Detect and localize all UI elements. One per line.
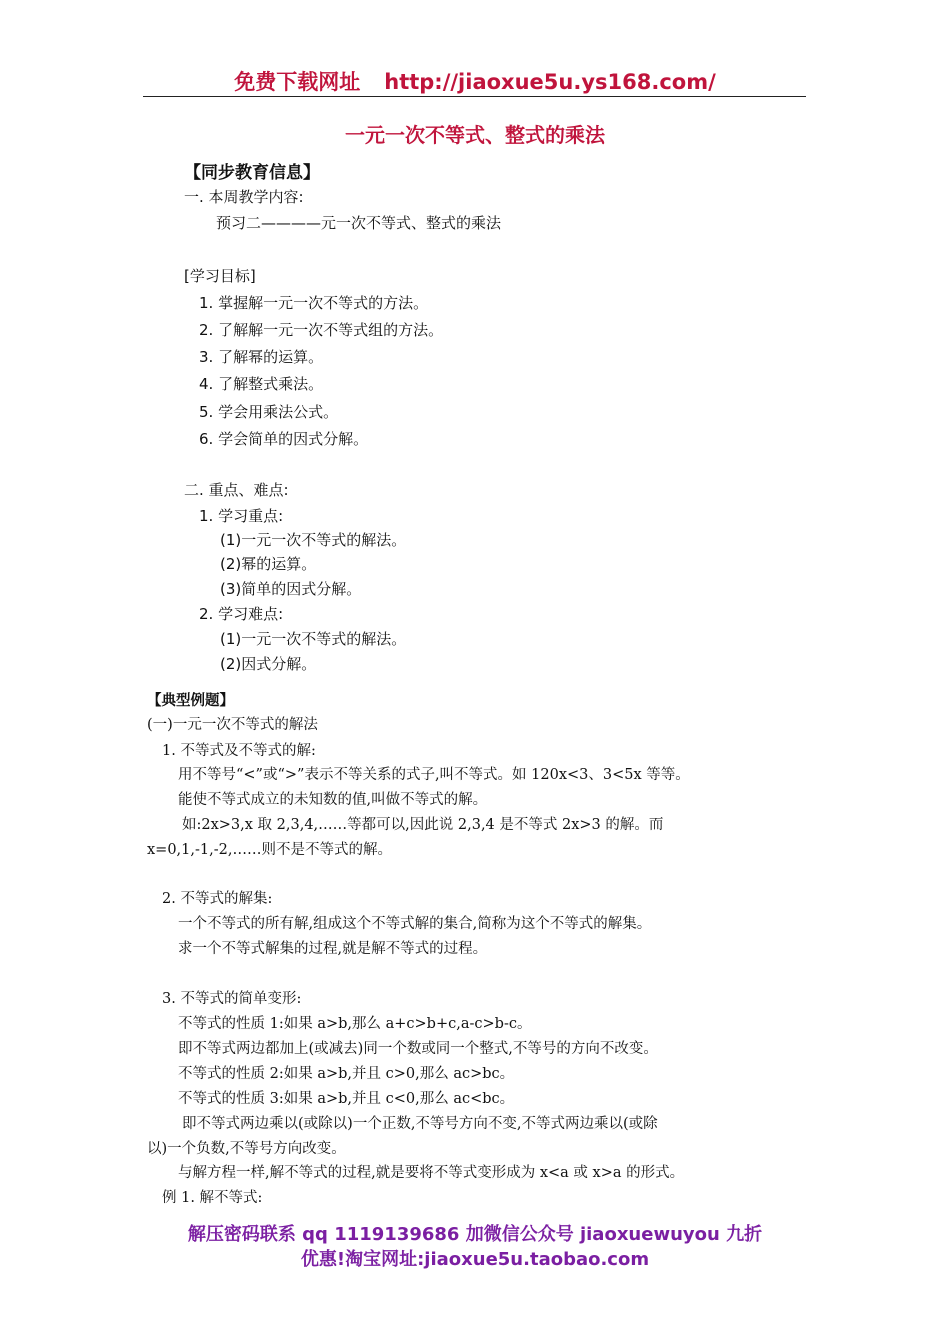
item1-paragraph: 用不等号“<”或“>”表示不等关系的式子,叫不等式。如 120x<3、3<5x 等等。 bbox=[178, 767, 690, 783]
example1-label: 例 1. 解不等式: bbox=[162, 1190, 263, 1206]
section1-content: 预习二————元一次不等式、整式的乘法 bbox=[216, 214, 502, 232]
item1-paragraph: 能使不等式成立的未知数的值,叫做不等式的解。 bbox=[178, 792, 488, 808]
item3-paragraph: 不等式的性质 2:如果 a>b,并且 c>0,那么 ac>bc。 bbox=[178, 1066, 515, 1082]
download-label: 免费下载网址 bbox=[234, 70, 361, 94]
goals-heading: [学习目标] bbox=[184, 267, 256, 285]
item3-paragraph: 以)一个负数,不等号方向改变。 bbox=[147, 1141, 346, 1157]
difficult-point-item: (2)因式分解。 bbox=[220, 655, 317, 673]
part1-title: (一)一元一次不等式的解法 bbox=[147, 717, 318, 733]
key-point-item: (2)幂的运算。 bbox=[220, 555, 317, 573]
download-url-link[interactable]: http://jiaoxue5u.ys168.com/ bbox=[384, 70, 716, 94]
item3-paragraph: 与解方程一样,解不等式的过程,就是要将不等式变形成为 x<a 或 x>a 的形式。 bbox=[178, 1165, 685, 1181]
footer-line-2: 优惠!淘宝网址:jiaoxue5u.taobao.com bbox=[300, 1249, 650, 1270]
item1-paragraph: x=0,1,-1,-2,……则不是不等式的解。 bbox=[147, 842, 392, 858]
difficult-title: 2. 学习难点: bbox=[199, 605, 284, 623]
sync-info-heading: 【同步教育信息】 bbox=[184, 163, 320, 183]
download-header bbox=[0, 66, 950, 96]
item1-paragraph: 如:2x>3,x 取 2,3,4,……等都可以,因此说 2,3,4 是不等式 2x>3 的解。而 bbox=[182, 817, 664, 833]
goal-item: 6. 学会简单的因式分解。 bbox=[199, 430, 369, 448]
goal-item: 1. 掌握解一元一次不等式的方法。 bbox=[199, 294, 429, 312]
item3-paragraph: 不等式的性质 3:如果 a>b,并且 c<0,那么 ac<bc。 bbox=[178, 1091, 515, 1107]
item2-paragraph: 一个不等式的所有解,组成这个不等式解的集合,简称为这个不等式的解集。 bbox=[178, 916, 652, 932]
item3-paragraph: 即不等式两边都加上(或减去)同一个数或同一个整式,不等号的方向不改变。 bbox=[178, 1041, 658, 1057]
goal-item: 2. 了解解一元一次不等式组的方法。 bbox=[199, 321, 444, 339]
item3-paragraph: 即不等式两边乘以(或除以)一个正数,不等号方向不变,不等式两边乘以(或除 bbox=[182, 1116, 658, 1132]
examples-heading: 【典型例题】 bbox=[147, 692, 234, 709]
item2-paragraph: 求一个不等式解集的过程,就是解不等式的过程。 bbox=[178, 941, 488, 957]
goal-item: 5. 学会用乘法公式。 bbox=[199, 403, 339, 421]
item3-paragraph: 不等式的性质 1:如果 a>b,那么 a+c>b+c,a-c>b-c。 bbox=[178, 1016, 532, 1032]
item1-title: 1. 不等式及不等式的解: bbox=[162, 743, 316, 759]
footer-line-1: 解压密码联系 qq 1119139686 加微信公众号 jiaoxuewuyou 九折 bbox=[187, 1224, 763, 1245]
header-divider bbox=[143, 96, 806, 97]
difficult-point-item: (1)一元一次不等式的解法。 bbox=[220, 630, 407, 648]
goal-item: 3. 了解幂的运算。 bbox=[199, 348, 324, 366]
page-title: 一元一次不等式、整式的乘法 bbox=[345, 123, 605, 147]
item3-title: 3. 不等式的简单变形: bbox=[162, 991, 302, 1007]
key-point-item: (3)简单的因式分解。 bbox=[220, 580, 362, 598]
goal-item: 4. 了解整式乘法。 bbox=[199, 375, 324, 393]
item2-title: 2. 不等式的解集: bbox=[162, 891, 273, 907]
section2-title: 二. 重点、难点: bbox=[184, 481, 289, 499]
section1-title: 一. 本周教学内容: bbox=[184, 188, 304, 206]
key-point-item: (1)一元一次不等式的解法。 bbox=[220, 531, 407, 549]
key-points-title: 1. 学习重点: bbox=[199, 507, 284, 525]
